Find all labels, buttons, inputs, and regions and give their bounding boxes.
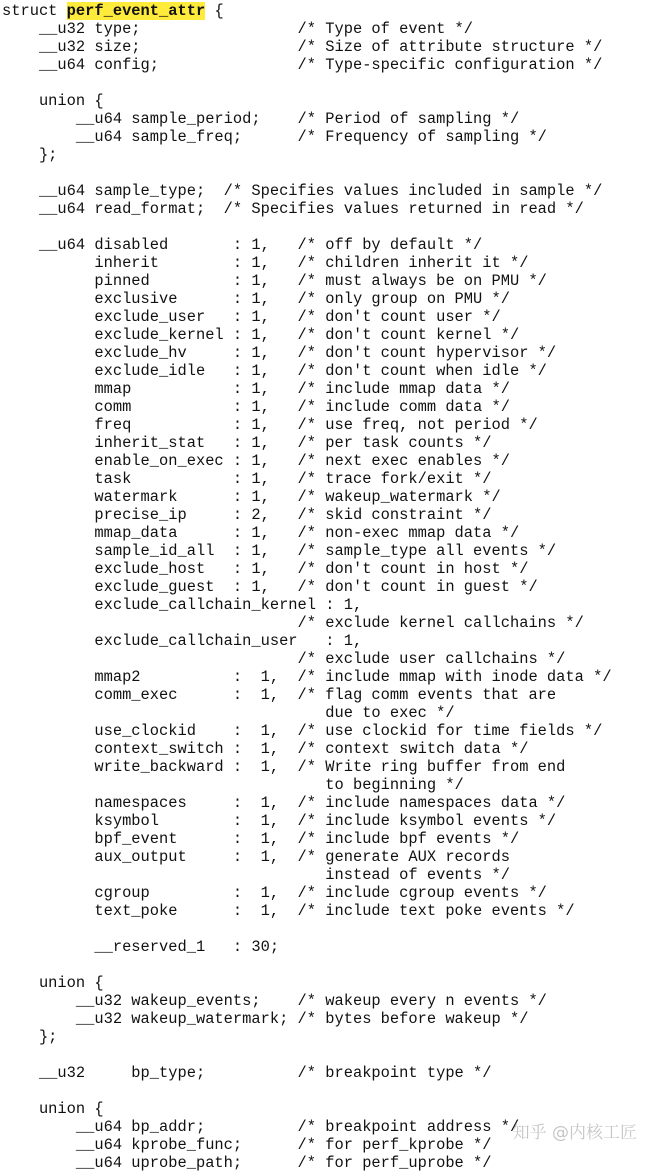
code-line	[2, 920, 612, 938]
code-line	[2, 956, 612, 974]
code-line: };	[2, 1028, 58, 1046]
struct-name-highlight: perf_event_attr	[66, 2, 206, 20]
code-line: union {	[2, 1100, 104, 1118]
code-line: task : 1, /* trace fork/exit */	[2, 470, 492, 488]
site-watermark: 知乎 @内核工匠	[512, 1123, 637, 1143]
code-line: freq : 1, /* use freq, not period */	[2, 416, 538, 434]
code-line: __u64 sample_freq; /* Frequency of sampling */	[2, 128, 547, 146]
code-line: instead of events */	[2, 866, 510, 884]
code-line: pinned : 1, /* must always be on PMU */	[2, 272, 547, 290]
code-line: /* exclude user callchains */	[2, 650, 566, 668]
code-line: __u64 config; /* Type-specific configuration */	[2, 56, 603, 74]
code-line: exclude_callchain_kernel : 1,	[2, 596, 363, 614]
code-line: __u64 sample_period; /* Period of sampling */	[2, 110, 520, 128]
code-line: __u32 type; /* Type of event */	[2, 20, 474, 38]
code-line: sample_id_all : 1, /* sample_type all events */	[2, 542, 557, 560]
struct-header-line	[2, 2, 612, 20]
code-line	[2, 1046, 612, 1064]
code-line: __u64 bp_addr; /* breakpoint address */	[2, 1118, 520, 1136]
code-listing	[2, 2, 612, 1172]
code-line	[2, 74, 612, 92]
code-line: exclude_guest : 1, /* don't count in guest */	[2, 578, 538, 596]
code-line	[2, 1082, 612, 1100]
code-line: __u64 kprobe_func; /* for perf_kprobe */	[2, 1136, 492, 1154]
code-line: exclude_user : 1, /* don't count user */	[2, 308, 501, 326]
code-line: __u64 sample_type; /* Specifies values included in sample */	[2, 182, 603, 200]
code-line: inherit_stat : 1, /* per task counts */	[2, 434, 492, 452]
code-line: exclude_kernel : 1, /* don't count kernel */	[2, 326, 520, 344]
code-line: namespaces : 1, /* include namespaces data */	[2, 794, 566, 812]
code-line: comm : 1, /* include comm data */	[2, 398, 510, 416]
code-line: exclude_host : 1, /* don't count in host */	[2, 560, 529, 578]
code-line: enable_on_exec : 1, /* next exec enables */	[2, 452, 510, 470]
code-line	[2, 218, 612, 236]
struct-open-brace: {	[205, 2, 224, 20]
code-line: use_clockid : 1, /* use clockid for time fields */	[2, 722, 603, 740]
code-line: __u64 uprobe_path; /* for perf_uprobe */	[2, 1154, 492, 1172]
code-line: context_switch : 1, /* context switch data */	[2, 740, 529, 758]
code-line: comm_exec : 1, /* flag comm events that are	[2, 686, 557, 704]
code-line: mmap : 1, /* include mmap data */	[2, 380, 510, 398]
code-body	[2, 20, 612, 1172]
code-line: aux_output : 1, /* generate AUX records	[2, 848, 510, 866]
code-line: to beginning */	[2, 776, 464, 794]
code-line: };	[2, 146, 58, 164]
code-line: union {	[2, 974, 104, 992]
code-line: cgroup : 1, /* include cgroup events */	[2, 884, 547, 902]
code-line: __u64 read_format; /* Specifies values returned in read */	[2, 200, 584, 218]
code-line: union {	[2, 92, 104, 110]
struct-keyword: struct	[2, 2, 67, 20]
code-line: __u32 wakeup_watermark; /* bytes before wakeup */	[2, 1010, 529, 1028]
code-line: /* exclude kernel callchains */	[2, 614, 584, 632]
code-line: bpf_event : 1, /* include bpf events */	[2, 830, 520, 848]
code-line: text_poke : 1, /* include text poke events */	[2, 902, 575, 920]
code-line: exclude_hv : 1, /* don't count hypervisor */	[2, 344, 557, 362]
code-line: precise_ip : 2, /* skid constraint */	[2, 506, 492, 524]
code-line: __reserved_1 : 30;	[2, 938, 280, 956]
code-line: __u32 wakeup_events; /* wakeup every n events */	[2, 992, 547, 1010]
code-line: due to exec */	[2, 704, 455, 722]
code-line: __u32 bp_type; /* breakpoint type */	[2, 1064, 492, 1082]
code-line: __u64 disabled : 1, /* off by default */	[2, 236, 483, 254]
code-line: __u32 size; /* Size of attribute structure */	[2, 38, 603, 56]
code-line: inherit : 1, /* children inherit it */	[2, 254, 529, 272]
code-line: exclude_idle : 1, /* don't count when idle */	[2, 362, 547, 380]
code-line: mmap2 : 1, /* include mmap with inode data */	[2, 668, 612, 686]
code-line: exclude_callchain_user : 1,	[2, 632, 363, 650]
code-line: ksymbol : 1, /* include ksymbol events */	[2, 812, 557, 830]
code-line	[2, 164, 612, 182]
code-line: mmap_data : 1, /* non-exec mmap data */	[2, 524, 520, 542]
code-line: watermark : 1, /* wakeup_watermark */	[2, 488, 501, 506]
code-line: exclusive : 1, /* only group on PMU */	[2, 290, 510, 308]
code-line: write_backward : 1, /* Write ring buffer from end	[2, 758, 566, 776]
